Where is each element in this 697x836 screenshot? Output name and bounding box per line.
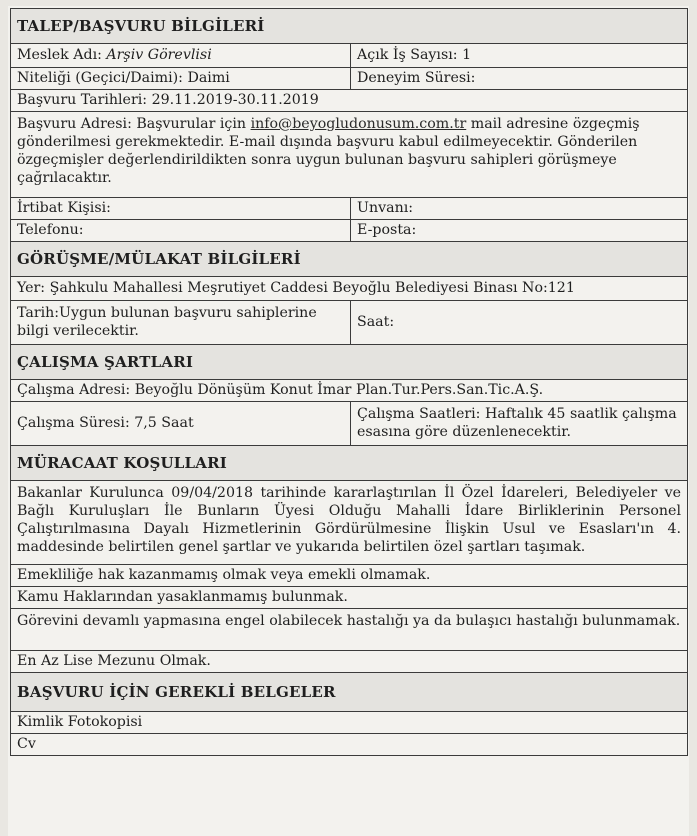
section-belgeler-title: BAŞVURU İÇİN GEREKLİ BELGELER	[11, 673, 687, 712]
eposta-cell: E-posta:	[357, 222, 417, 238]
row-calisma-sure	[11, 402, 687, 446]
acik-is-cell: Açık İş Sayısı: 1	[357, 47, 472, 63]
row-muracaat-2	[11, 565, 687, 587]
basvuru-adresi	[11, 112, 687, 197]
row-tarih-saat	[11, 301, 687, 345]
row-muracaat-4	[11, 609, 687, 651]
gorusme-saat: Saat:	[357, 314, 395, 330]
section-gorusme-title: GÖRÜŞME/MÜLAKAT BİLGİLERİ	[11, 242, 687, 277]
calisma-adresi: Çalışma Adresi: Beyoğlu Dönüşüm Konut İmar Plan.Tur.Pers.San.Tic.A.Ş.	[17, 382, 544, 398]
form-table	[10, 8, 688, 756]
section-calisma-title: ÇALIŞMA ŞARTLARI	[11, 345, 687, 380]
adres-prefix: Başvuru Adresi: Başvurular için	[17, 116, 251, 132]
row-belge-2	[11, 734, 687, 756]
meslek-cell	[11, 44, 351, 67]
gorusme-tarih: Tarih:Uygun bulunan başvuru sahiplerine bilgi verilecektir.	[11, 301, 351, 344]
row-adres	[11, 112, 687, 198]
belge-cv: Cv	[17, 736, 36, 752]
row-belge-1	[11, 712, 687, 734]
row-meslek	[11, 44, 687, 68]
meslek-label: Meslek Adı:	[17, 47, 107, 63]
telefon-cell: Telefonu:	[11, 220, 351, 241]
row-muracaat-3	[11, 587, 687, 609]
meslek-value: Arşiv Görevlisi	[106, 47, 212, 63]
muracaat-kosul-3: Kamu Haklarından yasaklanmamış bulunmak.	[17, 589, 348, 605]
section-talep-title: TALEP/BAŞVURU BİLGİLERİ	[11, 9, 687, 44]
muracaat-kosul-2: Emekliliğe hak kazanmamış olmak veya emekli olmamak.	[17, 567, 431, 583]
calisma-suresi: Çalışma Süresi: 7,5 Saat	[11, 402, 351, 445]
row-calisma-adres	[11, 380, 687, 402]
calisma-saatleri: Çalışma Saatleri: Haftalık 45 saatlik çalışma esasına göre düzenlenecektir.	[357, 406, 677, 440]
unvan-cell: Unvanı:	[357, 200, 414, 216]
nitelik-cell: Niteliği (Geçici/Daimi): Daimi	[11, 68, 351, 89]
document-page	[8, 6, 689, 836]
gorusme-yer: Yer: Şahkulu Mahallesi Meşrutiyet Caddesi Beyoğlu Belediyesi Binası No:121	[17, 280, 575, 296]
basvuru-tarihleri: Başvuru Tarihleri: 29.11.2019-30.11.2019	[17, 92, 319, 108]
row-irtibat	[11, 198, 687, 220]
email-link[interactable]: info@beyogludonusum.com.tr	[250, 116, 467, 132]
muracaat-kosul-4: Görevini devamlı yapmasına engel olabilecek hastalığı ya da bulaşıcı hastalığı bulunmamak.	[17, 613, 681, 629]
row-nitelik	[11, 68, 687, 90]
irtibat-cell: İrtibat Kişisi:	[11, 198, 351, 219]
row-yer	[11, 277, 687, 301]
muracaat-kosul-1: Bakanlar Kurulunca 09/04/2018 tarihinde kararlaştırılan İl Özel İdareleri, Belediyeler ve Bağlı Kuruluşları İle Bunların Üyesi Olduğu Mahalli İdare Birliklerinin Personel Çalıştırılmasına Dayalı Hizmetlerinin Gördürülmesine İlişkin Usul ve Esasları'ın 4. maddesinde belirtilen genel şartlar ve yukarıda belirtilen özel şartları taşımak.	[17, 485, 681, 555]
row-telefon	[11, 220, 687, 242]
adres-suffix: mail adresine özgeçmiş gönderilmesi gerekmektedir. E-mail dışında başvuru kabul edilmeyecektir. Gönderilen özgeçmişler değerlendirildikten sonra uygun bulunan başvuru sahipleri görüşmeye çağrılacaktır.	[17, 116, 640, 186]
row-muracaat-5	[11, 651, 687, 673]
muracaat-kosul-5: En Az Lise Mezunu Olmak.	[17, 653, 211, 669]
deneyim-cell: Deneyim Süresi:	[357, 70, 476, 86]
row-tarihler	[11, 90, 687, 112]
section-muracaat-title: MÜRACAAT KOŞULLARI	[11, 446, 687, 481]
row-muracaat-1	[11, 481, 687, 565]
belge-kimlik: Kimlik Fotokopisi	[17, 714, 143, 730]
